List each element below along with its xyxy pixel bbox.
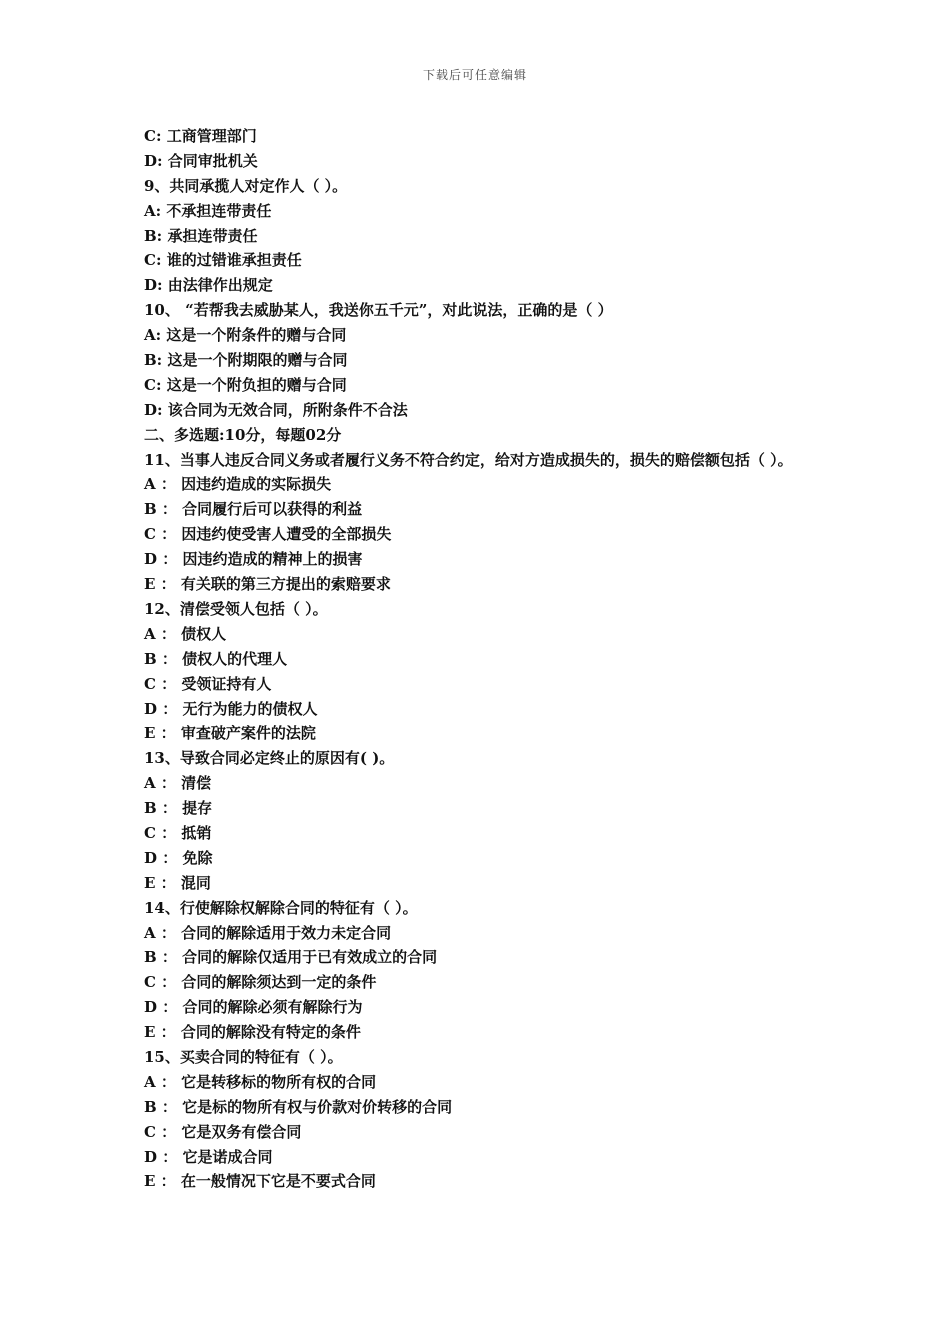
option-line: C ： 它是双务有偿合同 (144, 1122, 302, 1141)
option-line: C: 谁的过错谁承担责任 (144, 251, 302, 270)
option-line: E ： 合同的解除没有特定的条件 (144, 1023, 361, 1042)
question-line: 9、共同承揽人对定作人（ ）。 (144, 176, 348, 195)
question-line: 12、清偿受领人包括（ ）。 (144, 599, 328, 618)
option-line: D ： 它是诺成合同 (144, 1147, 273, 1166)
option-line: E ： 在一般情况下它是不要式合同 (144, 1172, 376, 1191)
section-heading: 二、多选题:10分，每题02分 (144, 425, 342, 444)
option-line: B ： 提存 (144, 799, 213, 818)
option-line: B ： 它是标的物所有权与价款对价转移的合同 (144, 1097, 453, 1116)
question-line: 10、 “若帮我去威胁某人，我送你五千元”，对此说法，正确的是（ ） (144, 301, 613, 320)
option-line: E ： 有关联的第三方提出的索赔要求 (144, 575, 391, 594)
option-line: E ： 混同 (144, 873, 211, 892)
document-body (144, 124, 814, 1194)
option-line: C ： 受领证持有人 (144, 674, 272, 693)
option-line: B ： 债权人的代理人 (144, 649, 288, 668)
option-line: C ： 合同的解除须达到一定的条件 (144, 973, 377, 992)
option-line: C: 这是一个附负担的赠与合同 (144, 375, 347, 394)
option-line: E ： 审查破产案件的法院 (144, 724, 316, 743)
option-line: B: 承担连带责任 (144, 226, 258, 245)
option-line: D ： 合同的解除必须有解除行为 (144, 998, 363, 1017)
option-line: D: 合同审批机关 (144, 151, 258, 170)
option-line: D ： 因违约造成的精神上的损害 (144, 550, 363, 569)
question-line: 13、导致合同必定终止的原因有( )。 (144, 749, 395, 768)
option-line: B: 这是一个附期限的赠与合同 (144, 351, 348, 370)
question-line: 15、买卖合同的特征有（ ）。 (144, 1047, 343, 1066)
option-line: A ： 债权人 (144, 624, 227, 643)
option-line: A ： 清偿 (144, 774, 212, 793)
question-line: 11、当事人违反合同义务或者履行义务不符合约定，给对方造成损失的，损失的赔偿额包括（ ）。 (144, 450, 793, 469)
option-line: D: 该合同为无效合同，所附条件不合法 (144, 400, 408, 419)
option-line: A ： 它是转移标的物所有权的合同 (144, 1072, 377, 1091)
option-line: A ： 合同的解除适用于效力未定合同 (144, 923, 392, 942)
option-line: A: 这是一个附条件的赠与合同 (144, 326, 347, 345)
option-line: A: 不承担连带责任 (144, 201, 272, 220)
option-line: A ： 因违约造成的实际损失 (144, 475, 332, 494)
option-line: B ： 合同的解除仅适用于已有效成立的合同 (144, 948, 438, 967)
option-line: B ： 合同履行后可以获得的利益 (144, 500, 363, 519)
option-line: C: 工商管理部门 (144, 127, 257, 145)
option-line: C ： 抵销 (144, 823, 212, 842)
option-line: D ： 免除 (144, 848, 213, 867)
question-line: 14、行使解除权解除合同的特征有（ ）。 (144, 898, 418, 917)
option-line: D: 由法律作出规定 (144, 276, 273, 295)
page-header: 下载后可任意编辑 (422, 68, 527, 82)
option-line: D ： 无行为能力的债权人 (144, 699, 318, 718)
option-line: C ： 因违约使受害人遭受的全部损失 (144, 525, 392, 544)
